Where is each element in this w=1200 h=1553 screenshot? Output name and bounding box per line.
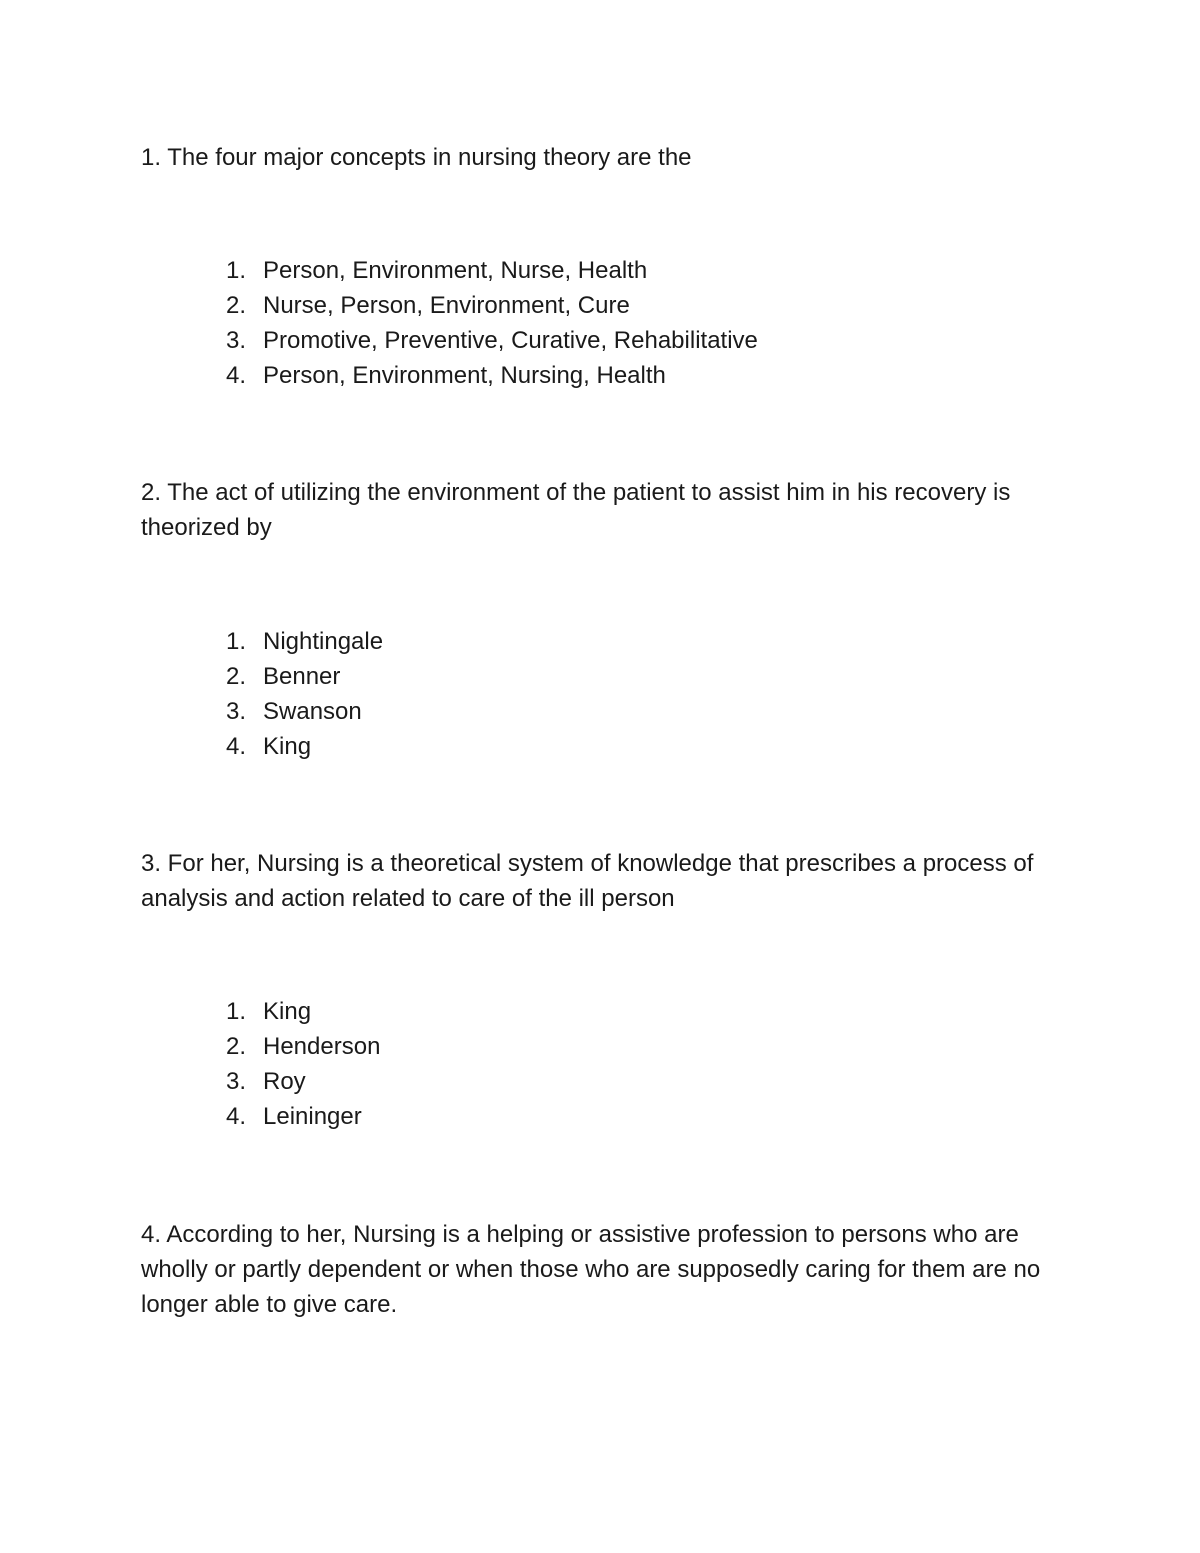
question-stem: 4. According to her, Nursing is a helping or assistive profession to persons who are wholly or partly dependent or when those who are supposedly caring for them are no longer able to give care. [141, 1221, 1041, 1318]
option-item [226, 659, 383, 694]
option-item [226, 694, 383, 729]
option-item [226, 358, 758, 393]
option-text: Person, Environment, Nursing, Health [263, 362, 666, 389]
option-text: Swanson [263, 698, 362, 725]
question-3 [141, 846, 1071, 916]
option-text: King [263, 733, 312, 760]
option-number: 4. [226, 362, 247, 389]
option-number: 1. [226, 998, 247, 1025]
option-item [226, 288, 758, 323]
option-text: King [263, 998, 312, 1025]
option-item [226, 994, 380, 1029]
option-text: Roy [263, 1068, 306, 1095]
question-3-options [226, 994, 380, 1134]
option-number: 3. [226, 327, 247, 354]
option-text: Leininger [263, 1103, 362, 1130]
option-number: 1. [226, 257, 247, 284]
option-number: 3. [226, 698, 247, 725]
option-text: Henderson [263, 1033, 381, 1060]
option-item [226, 1064, 380, 1099]
option-number: 4. [226, 733, 247, 760]
option-text: Benner [263, 663, 341, 690]
option-text: Nurse, Person, Environment, Cure [263, 292, 630, 319]
option-number: 2. [226, 663, 247, 690]
question-stem: 2. The act of utilizing the environment of the patient to assist him in his recovery is theorized by [141, 479, 1011, 541]
option-item [226, 729, 383, 764]
option-text: Person, Environment, Nurse, Health [263, 257, 648, 284]
option-number: 3. [226, 1068, 247, 1095]
option-number: 2. [226, 1033, 247, 1060]
question-2-options [226, 624, 383, 764]
question-1-options [226, 253, 758, 393]
question-2 [141, 475, 1071, 545]
option-text: Promotive, Preventive, Curative, Rehabilitative [263, 327, 758, 354]
option-item [226, 624, 383, 659]
question-1 [141, 140, 1071, 175]
question-4 [141, 1217, 1071, 1322]
option-text: Nightingale [263, 628, 384, 655]
question-stem: 1. The four major concepts in nursing theory are the [141, 144, 692, 171]
option-item [226, 323, 758, 358]
option-number: 1. [226, 628, 247, 655]
option-item [226, 1029, 380, 1064]
option-number: 2. [226, 292, 247, 319]
option-item [226, 253, 758, 288]
option-item [226, 1099, 380, 1134]
question-stem: 3. For her, Nursing is a theoretical system of knowledge that prescribes a process of analysis and action related to care of the ill person [141, 850, 1034, 912]
option-number: 4. [226, 1103, 247, 1130]
